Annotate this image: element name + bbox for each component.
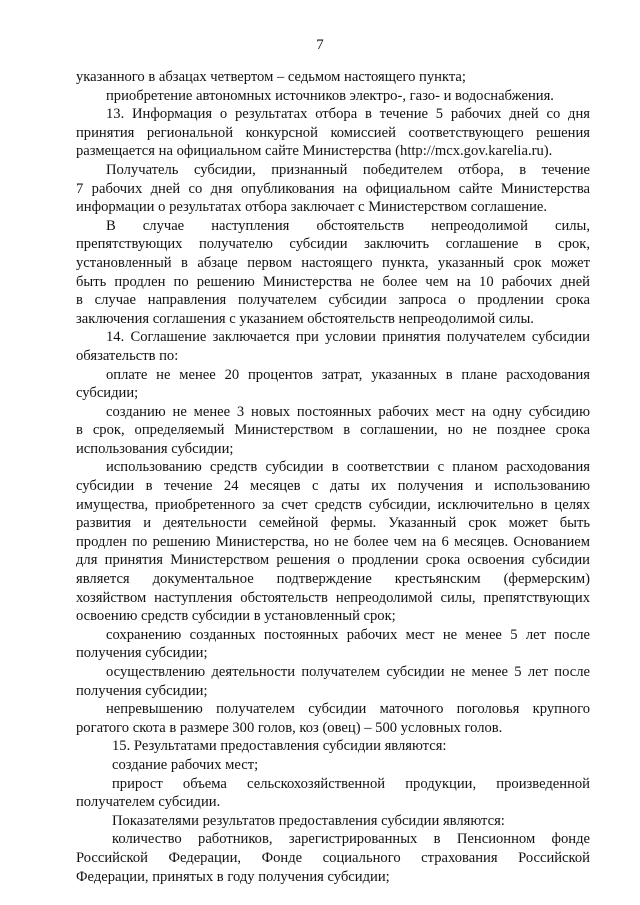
text-line: прирост объема сельскохозяйственной продукции, произведенной [112,775,590,792]
text-line: препятствующих получателю субсидии заключить соглашение в срок, [76,236,590,253]
text-line: непревышению получателем субсидии маточного поголовья крупного [106,701,590,718]
text-line: хозяйством наступления обстоятельств непреодолимой силы, препятствующих [76,589,590,606]
text-line: 13. Информация о результатах отбора в течение 5 рабочих дней со дня [106,106,590,123]
text-line: рогатого скота в размере 300 голов, коз (овец) – 500 условных голов. [76,719,503,736]
page-number: 7 [316,37,324,53]
text-line: развития и деятельности семейной фермы. Указанный срок может быть [76,515,590,532]
text-line: сохранению созданных постоянных рабочих мест не менее 5 лет после [106,626,590,643]
text-line: Показателями результатов предоставления субсидии являются: [112,812,505,829]
text-line: Российской Федерации, Фонде социального страхования Российской [76,849,590,866]
text-line: количество работников, зарегистрированных в Пенсионном фонде [112,831,590,848]
text-line: Получатель субсидии, признанный победителем отбора, в течение [106,161,590,178]
text-line: в срок, определяемый Министерством в соглашении, но не позднее срока [76,422,590,439]
text-line: обязательств по: [76,347,179,364]
document-body [76,68,590,886]
text-line: оплате не менее 20 процентов затрат, указанных в плане расходования [106,366,590,383]
text-line: приобретение автономных источников электро-, газо- и водоснабжения. [106,87,554,104]
text-line: 14. Соглашение заключается при условии принятия получателем субсидии [106,329,590,346]
text-line: в случае направления получателем субсидии запроса о продлении срока [76,292,590,309]
text-line: является документальное подтверждение крестьянским (фермерским) [76,571,590,588]
text-line: указанного в абзацах четвертом – седьмом настоящего пункта; [76,69,466,85]
text-line: имущества, приобретенного за счет средств субсидии, исключительно в целях [76,496,590,513]
text-line: В случае наступления обстоятельств непреодолимой силы, [106,217,590,234]
text-line: Федерации, принятых в году получения субсидии; [76,868,390,885]
text-line: осуществлению деятельности получателем субсидии не менее 5 лет после [106,664,590,680]
text-line: принятия региональной конкурсной комиссией соответствующего решения [76,124,590,141]
text-line: для принятия Министерством решения о продлении срока освоения субсидии [76,552,590,569]
text-line: создание рабочих мест; [112,756,259,773]
text-line: размещается на официальном сайте Министерства (http://mcx.gov.karelia.ru). [76,143,553,160]
text-line: получателем субсидии. [76,794,221,811]
text-line: получения субсидии; [76,645,208,662]
text-line: освоению средств субсидии в установленный срок; [76,608,396,625]
text-line: получения субсидии; [76,682,208,699]
text-line: заключения соглашения с указанием обстоятельств непреодолимой силы. [76,310,534,327]
text-line: 15. Результатами предоставления субсидии являются: [112,738,447,755]
text-line: информации о результатах отбора заключает с Министерством соглашение. [76,199,548,216]
text-line: использованию средств субсидии в соответствии с планом расходования [106,459,590,476]
text-line: 7 рабочих дней со дня опубликования на официальном сайте Министерства [76,180,590,197]
text-line: субсидии в течение 24 месяцев с даты их получения и использованию [76,478,590,495]
text-line: установленный в абзаце первом настоящего пункта, указанный срок может [76,254,590,271]
text-line: продлен по решению Министерства, но не более чем на 6 месяцев. Основанием [76,533,590,550]
text-line: субсидии; [76,385,139,402]
text-line: быть продлен по решению Министерства не более чем на 10 рабочих дней [76,273,590,290]
text-line: созданию не менее 3 новых постоянных рабочих мест на одну субсидию [106,403,590,420]
text-line: использования субсидии; [76,440,234,457]
